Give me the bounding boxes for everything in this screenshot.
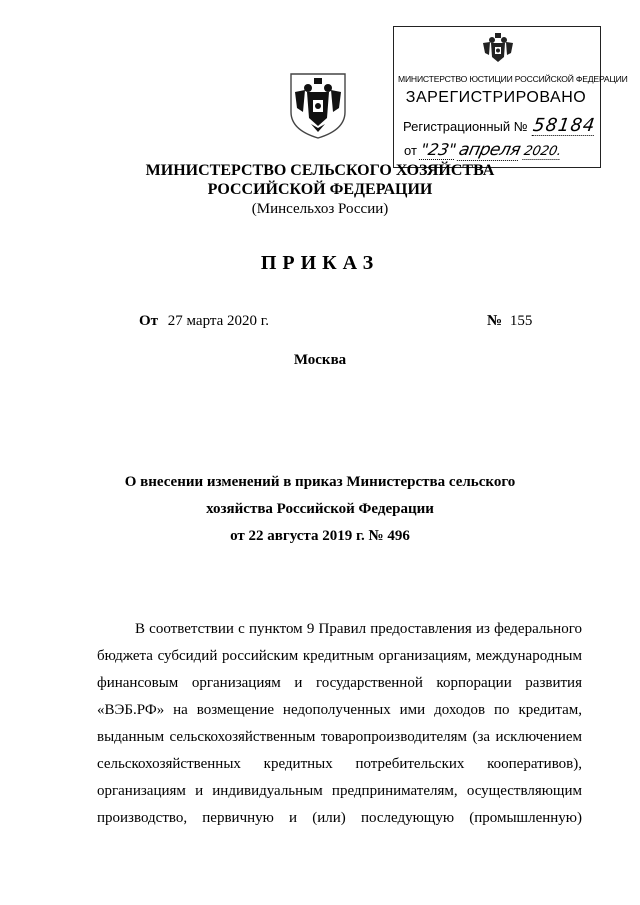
ministry-short-name: (Минсельхоз России) <box>251 201 389 217</box>
stamp-date-month: апреля <box>457 140 523 160</box>
stamp-date-line <box>404 140 561 161</box>
order-number-sign: № <box>487 313 503 329</box>
subject-line1: О внесении изменений в приказ Министерства сельского <box>124 474 516 490</box>
document-type-title: ПРИКАЗ <box>260 252 380 274</box>
ministry-name-line2: РОССИЙСКОЙ ФЕДЕРАЦИИ <box>207 181 433 198</box>
body-line: выданным сельскохозяйственным товаропроизводителям (за исключением <box>97 729 582 745</box>
subject-line3: от 22 августа 2019 г. № 496 <box>230 528 410 544</box>
order-number-value: 155 <box>509 313 533 329</box>
subject-line2: хозяйства Российской Федерации <box>206 501 434 517</box>
body-line: В соответствии с пунктом 9 Правил предоставления из федерального <box>135 621 582 637</box>
body-line: сельскохозяйственных кредитных потребительских кооперативов), <box>97 756 582 772</box>
order-number <box>487 313 532 330</box>
order-city: Москва <box>293 352 347 368</box>
stamp-date-day: "23" <box>418 140 458 159</box>
registration-stamp <box>393 26 628 168</box>
stamp-registration-line <box>403 117 596 136</box>
order-date <box>139 313 269 330</box>
body-line: организациям и индивидуальным предпринимателям, осуществляющим <box>97 783 582 799</box>
stamp-date-prefix: от <box>404 143 417 158</box>
coat-of-arms-emblem <box>283 68 353 140</box>
body-line: бюджета субсидий российским кредитным организациям, международным <box>97 648 582 664</box>
stamp-registered-label: ЗАРЕГИСТРИРОВАНО <box>405 89 587 106</box>
stamp-reg-label: Регистрационный № <box>403 119 528 134</box>
stamp-reg-number: 58184 <box>532 115 598 136</box>
order-date-value: 27 марта 2020 г. <box>167 313 270 329</box>
stamp-ministry-name: МИНИСТЕРСТВО ЮСТИЦИИ РОССИЙСКОЙ ФЕДЕРАЦИИ <box>398 74 628 84</box>
ministry-name-line1: МИНИСТЕРСТВО СЕЛЬСКОГО ХОЗЯЙСТВА <box>145 162 495 179</box>
body-line: производство, первичную и (или) последующую (промышленную) <box>97 810 582 826</box>
body-line: финансовым организациям и государственной корпорации развития <box>97 675 582 691</box>
order-date-prefix: От <box>139 313 159 329</box>
stamp-emblem-icon <box>480 31 516 65</box>
stamp-date-year: 2020. <box>522 144 563 159</box>
body-line: «ВЭБ.РФ» на возмещение недополученных ими доходов по кредитам, <box>97 702 582 718</box>
